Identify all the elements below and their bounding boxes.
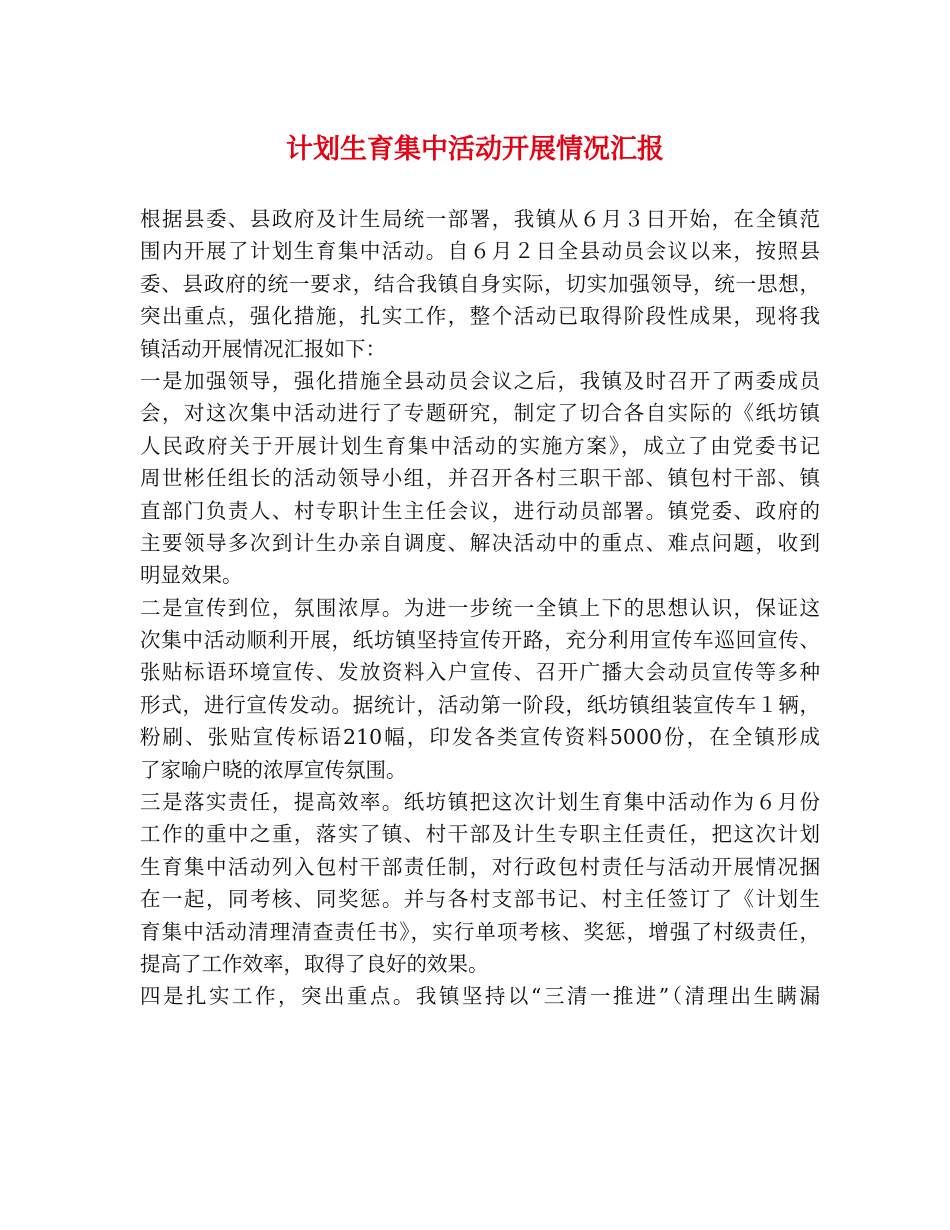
text-line: 提高了工作效率，取得了良好的效果。 — [140, 951, 489, 976]
text-line: 人民政府关于开展计划生育集中活动的实施方案》，成立了由党委书记 — [140, 433, 820, 458]
text-line: 粉刷、张贴宣传标语210幅，印发各类宣传资料5000份，在全镇形成 — [140, 725, 820, 750]
text-line: 一是加强领导，强化措施全县动员会议之后，我镇及时召开了两委成员 — [140, 368, 820, 393]
paragraph-leadership — [140, 365, 820, 592]
text-line: 镇活动开展情况汇报如下： — [140, 336, 386, 361]
text-line: 在一起，同考核、同奖惩。并与各村支部书记、村主任签订了《计划生 — [140, 887, 820, 912]
text-line: 张贴标语环境宣传、发放资料入户宣传、召开广播大会动员宣传等多种 — [140, 660, 820, 685]
text-line: 次集中活动顺利开展，纸坊镇坚持宣传开路，充分利用宣传车巡回宣传、 — [140, 628, 820, 653]
paragraph-focus — [140, 980, 820, 1012]
text-line: 生育集中活动列入包村干部责任制，对行政包村责任与活动开展情况捆 — [140, 854, 820, 879]
paragraph-intro — [140, 203, 820, 365]
text-line: 周世彬任组长的活动领导小组，并召开各村三职干部、镇包村干部、镇 — [140, 466, 820, 491]
text-line: 工作的重中之重，落实了镇、村干部及计生专职主任责任，把这次计划 — [140, 822, 820, 847]
text-line: 委、县政府的统一要求，结合我镇自身实际，切实加强领导，统一思想， — [140, 271, 820, 296]
text-line: 形式，进行宣传发动。据统计，活动第一阶段，纸坊镇组装宣传车１辆， — [140, 692, 820, 717]
text-line: 三是落实责任，提高效率。纸坊镇把这次计划生育集中活动作为６月份 — [140, 790, 820, 815]
text-line: 了家喻户晓的浓厚宣传氛围。 — [140, 757, 407, 782]
paragraph-responsibility — [140, 786, 820, 980]
text-line: 突出重点，强化措施，扎实工作，整个活动已取得阶段性成果，现将我 — [140, 304, 820, 329]
text-line: 直部门负责人、村专职计生主任会议，进行动员部署。镇党委、政府的 — [140, 498, 820, 523]
text-line: 会，对这次集中活动进行了专题研究，制定了切合各自实际的《纸坊镇 — [140, 401, 820, 426]
text-line: 围内开展了计划生育集中活动。自６月２日全县动员会议以来，按照县 — [140, 239, 820, 264]
text-line: 根据县委、县政府及计生局统一部署，我镇从６月３日开始，在全镇范 — [140, 207, 820, 231]
text-line: 四是扎实工作，突出重点。我镇坚持以“三清一推进”（清理出生瞒漏 — [140, 984, 820, 1009]
text-line: 育集中活动清理清查责任书》，实行单项考核、奖惩，增强了村级责任， — [140, 919, 820, 944]
text-line: 主要领导多次到计生办亲自调度、解决活动中的重点、难点问题，收到 — [140, 530, 820, 555]
text-line: 明显效果。 — [140, 563, 243, 588]
paragraph-publicity — [140, 592, 820, 786]
text-line: 二是宣传到位，氛围浓厚。为进一步统一全镇上下的思想认识，保证这 — [140, 595, 820, 620]
document-title: 计划生育集中活动开展情况汇报 — [286, 134, 664, 165]
document-body — [140, 203, 820, 1013]
